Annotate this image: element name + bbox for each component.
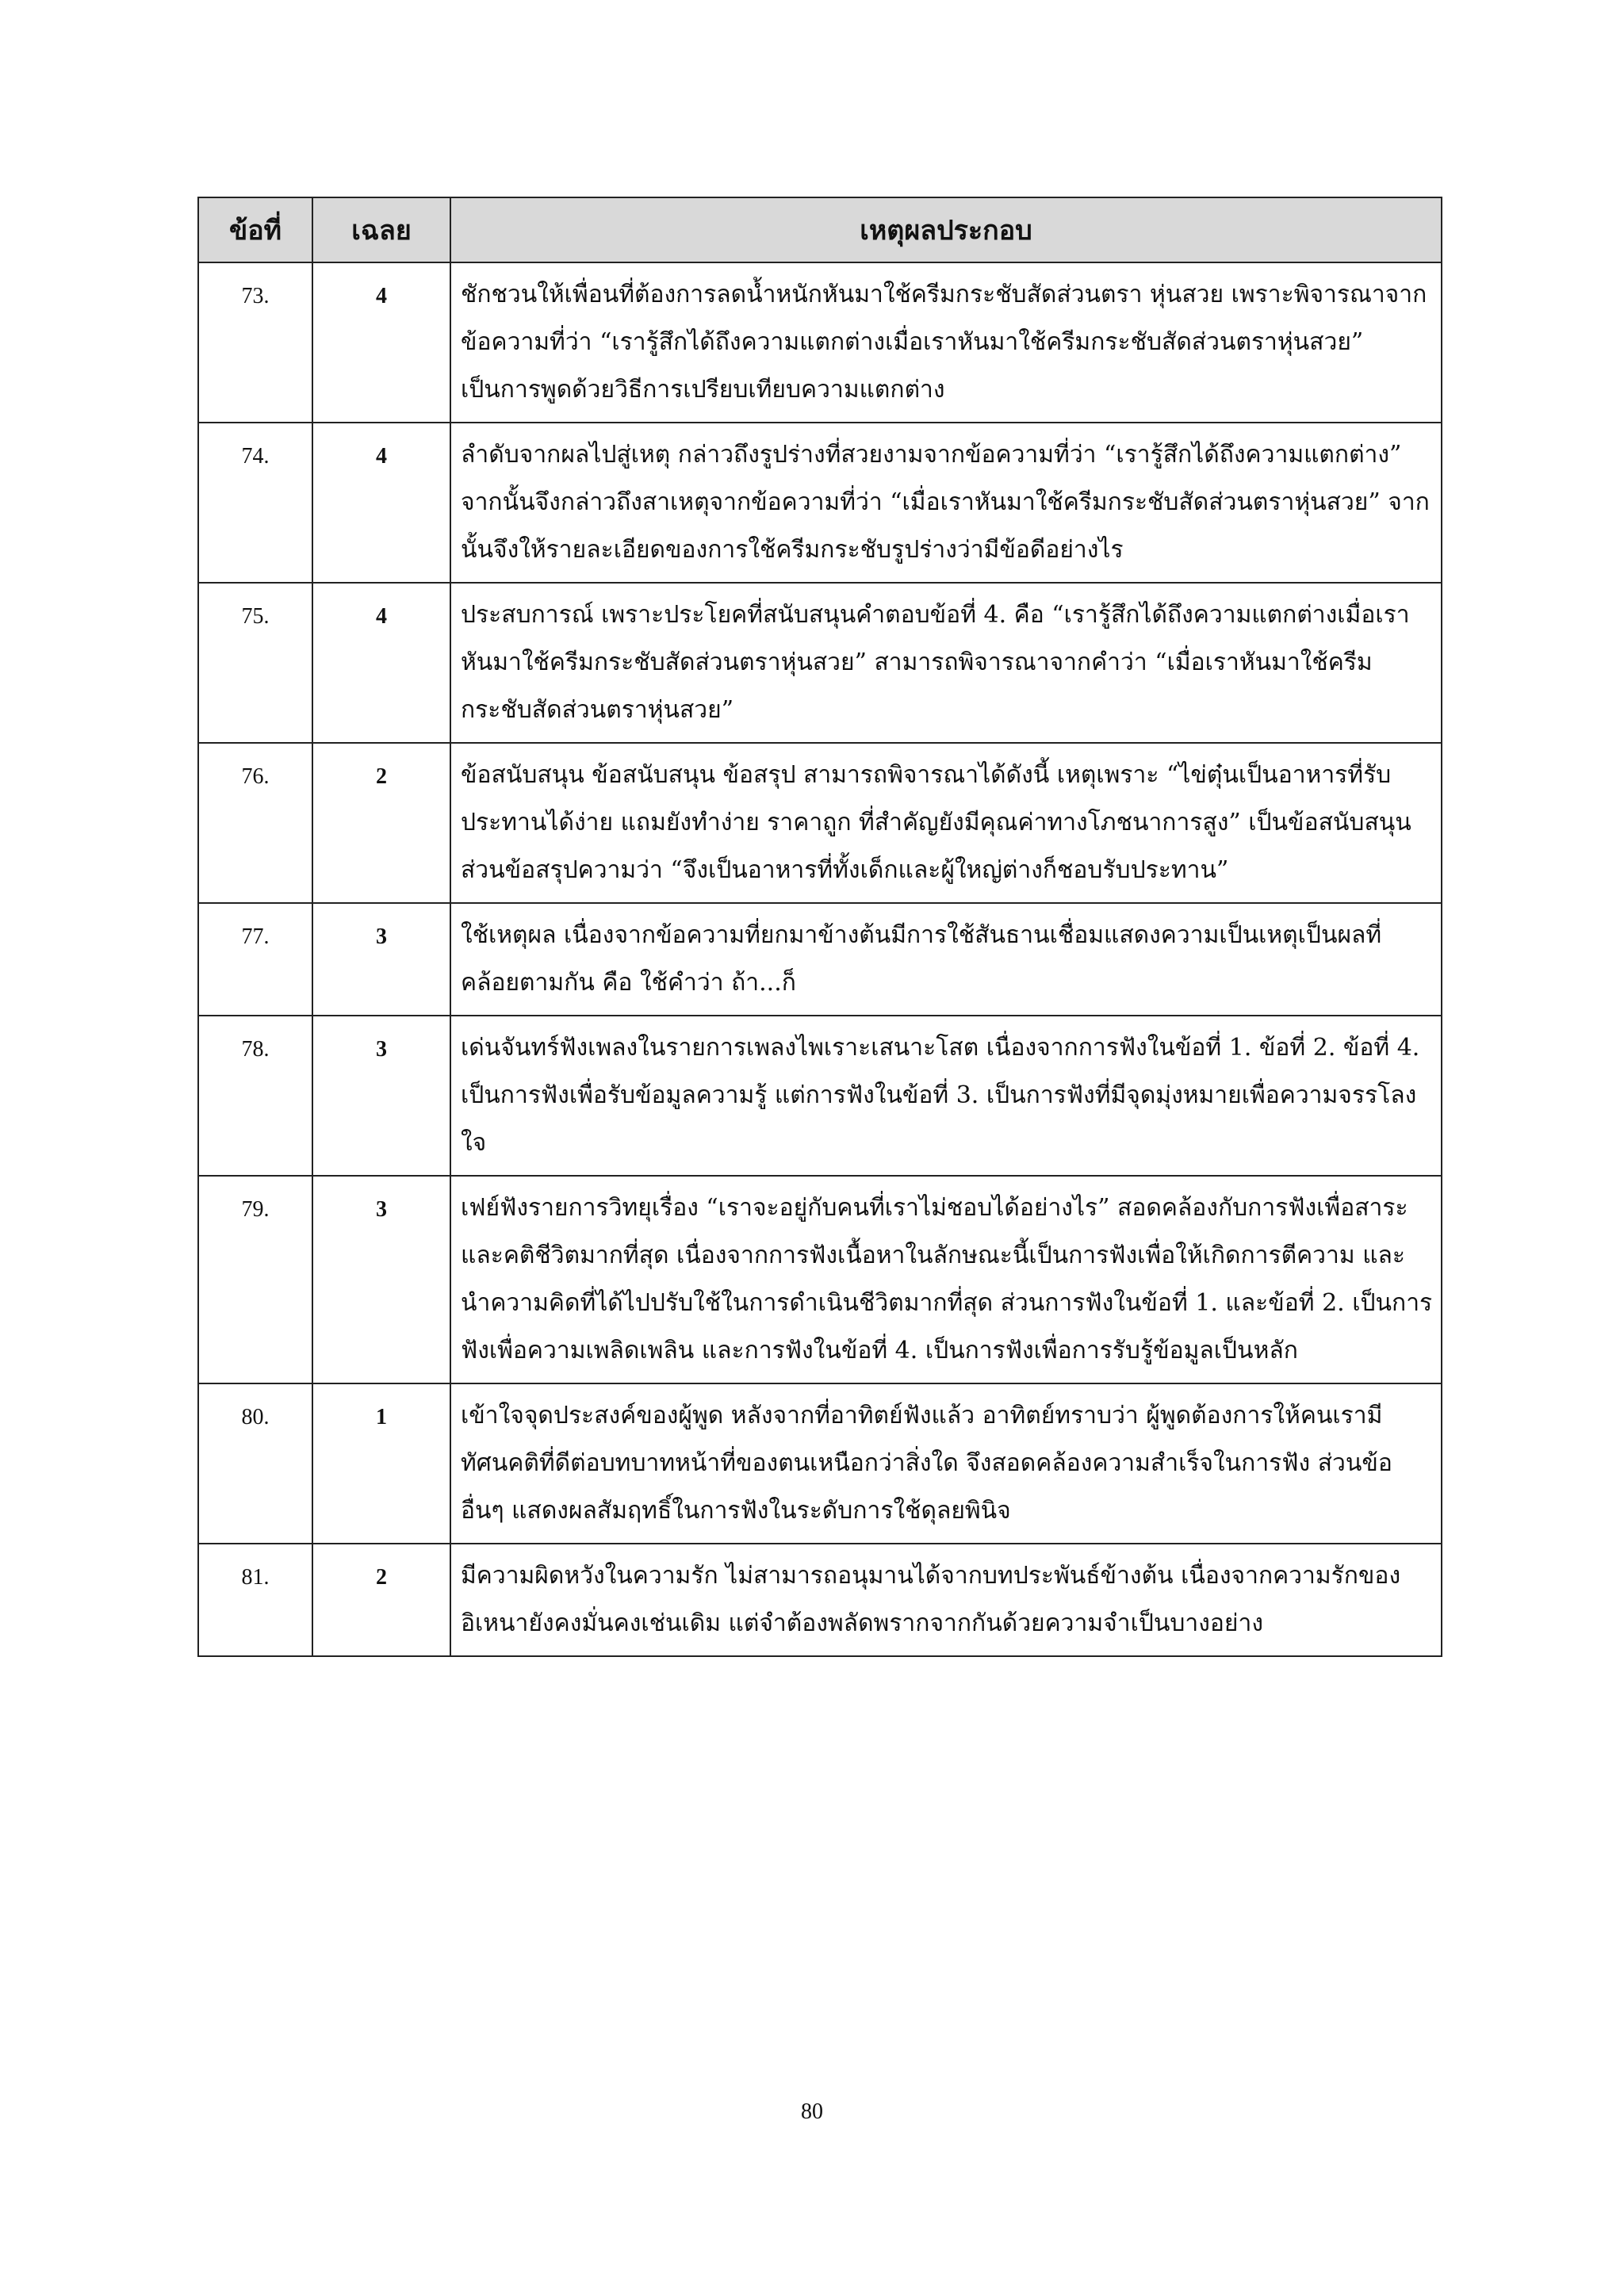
question-number: 81. xyxy=(198,1544,312,1656)
table-row xyxy=(198,1176,1442,1383)
question-number: 77. xyxy=(198,903,312,1016)
answer-value: 2 xyxy=(312,743,450,903)
question-number: 73. xyxy=(198,262,312,423)
header-reason: เหตุผลประกอบ xyxy=(450,197,1442,262)
header-answer: เฉลย xyxy=(312,197,450,262)
reason-text: ประสบการณ์ เพราะประโยคที่สนับสนุนคำตอบข้อที่ 4. คือ “เรารู้สึกได้ถึงความแตกต่างเมื่อเราหันมาใช้ครีมกระชับสัดส่วนตราหุ่นสวย” สามารถพิจารณาจากคำว่า “เมื่อเราหันมาใช้ครีมกระชับสัดส่วนตราหุ่นสวย” xyxy=(450,583,1442,743)
answer-value: 4 xyxy=(312,423,450,583)
answer-value: 3 xyxy=(312,1176,450,1383)
table-row xyxy=(198,1383,1442,1544)
table-row xyxy=(198,262,1442,423)
table-body xyxy=(198,262,1442,1656)
table-header xyxy=(198,197,1442,262)
table-row xyxy=(198,1016,1442,1176)
answer-value: 3 xyxy=(312,1016,450,1176)
reason-text: ชักชวนให้เพื่อนที่ต้องการลดน้ำหนักหันมาใช้ครีมกระชับสัดส่วนตรา หุ่นสวย เพราะพิจารณาจากข้อความที่ว่า “เรารู้สึกได้ถึงความแตกต่างเมื่อเราหันมาใช้ครีมกระชับสัดส่วนตราหุ่นสวย” เป็นการพูดด้วยวิธีการเปรียบเทียบความแตกต่าง xyxy=(450,262,1442,423)
question-number: 74. xyxy=(198,423,312,583)
question-number: 76. xyxy=(198,743,312,903)
reason-text: ลำดับจากผลไปสู่เหตุ กล่าวถึงรูปร่างที่สวยงามจากข้อความที่ว่า “เรารู้สึกได้ถึงความแตกต่าง” จากนั้นจึงกล่าวถึงสาเหตุจากข้อความที่ว่า “เมื่อเราหันมาใช้ครีมกระชับสัดส่วนตราหุ่นสวย” จากนั้นจึงให้รายละเอียดของการใช้ครีมกระชับรูปร่างว่ามีข้อดีอย่างไร xyxy=(450,423,1442,583)
answer-value: 2 xyxy=(312,1544,450,1656)
table-row xyxy=(198,1544,1442,1656)
table-row xyxy=(198,903,1442,1016)
reason-text: ข้อสนับสนุน ข้อสนับสนุน ข้อสรุป สามารถพิจารณาได้ดังนี้ เหตุเพราะ “ไข่ตุ๋นเป็นอาหารที่รับประทานได้ง่าย แถมยังทำง่าย ราคาถูก ที่สำคัญยังมีคุณค่าทางโภชนาการสูง” เป็นข้อสนับสนุน ส่วนข้อสรุปความว่า “จึงเป็นอาหารที่ทั้งเด็กและผู้ใหญ่ต่างก็ชอบรับประทาน” xyxy=(450,743,1442,903)
answer-value: 3 xyxy=(312,903,450,1016)
page-number: 80 xyxy=(801,2099,823,2124)
answer-value: 4 xyxy=(312,583,450,743)
question-number: 78. xyxy=(198,1016,312,1176)
reason-text: เฟย์ฟังรายการวิทยุเรื่อง “เราจะอยู่กับคนที่เราไม่ชอบได้อย่างไร” สอดคล้องกับการฟังเพื่อสาระและคติชีวิตมากที่สุด เนื่องจากการฟังเนื้อหาในลักษณะนี้เป็นการฟังเพื่อให้เกิดการตีความ และนำความคิดที่ได้ไปปรับใช้ในการดำเนินชีวิตมากที่สุด ส่วนการฟังในข้อที่ 1. และข้อที่ 2. เป็นการฟังเพื่อความเพลิดเพลิน และการฟังในข้อที่ 4. เป็นการฟังเพื่อการรับรู้ข้อมูลเป็นหลัก xyxy=(450,1176,1442,1383)
question-number: 79. xyxy=(198,1176,312,1383)
answer-value: 4 xyxy=(312,262,450,423)
header-question-number: ข้อที่ xyxy=(198,197,312,262)
answer-key-table xyxy=(197,197,1442,1657)
question-number: 75. xyxy=(198,583,312,743)
table-row xyxy=(198,423,1442,583)
question-number: 80. xyxy=(198,1383,312,1544)
reason-text: เด่นจันทร์ฟังเพลงในรายการเพลงไพเราะเสนาะโสต เนื่องจากการฟังในข้อที่ 1. ข้อที่ 2. ข้อที่ 4. เป็นการฟังเพื่อรับข้อมูลความรู้ แต่การฟังในข้อที่ 3. เป็นการฟังที่มีจุดมุ่งหมายเพื่อความจรรโลงใจ xyxy=(450,1016,1442,1176)
reason-text: มีความผิดหวังในความรัก ไม่สามารถอนุมานได้จากบทประพันธ์ข้างต้น เนื่องจากความรักของอิเหนายังคงมั่นคงเช่นเดิม แต่จำต้องพลัดพรากจากกันด้วยความจำเป็นบางอย่าง xyxy=(450,1544,1442,1656)
reason-text: เข้าใจจุดประสงค์ของผู้พูด หลังจากที่อาทิตย์ฟังแล้ว อาทิตย์ทราบว่า ผู้พูดต้องการให้คนเรามีทัศนคติที่ดีต่อบทบาทหน้าที่ของตนเหนือกว่าสิ่งใด จึงสอดคล้องความสำเร็จในการฟัง ส่วนข้ออื่นๆ แสดงผลสัมฤทธิ์ในการฟังในระดับการใช้ดุลยพินิจ xyxy=(450,1383,1442,1544)
reason-text: ใช้เหตุผล เนื่องจากข้อความที่ยกมาข้างต้นมีการใช้สันธานเชื่อมแสดงความเป็นเหตุเป็นผลที่คล้อยตามกัน คือ ใช้คำว่า ถ้า...ก็ xyxy=(450,903,1442,1016)
table-row xyxy=(198,583,1442,743)
answer-value: 1 xyxy=(312,1383,450,1544)
table-row xyxy=(198,743,1442,903)
